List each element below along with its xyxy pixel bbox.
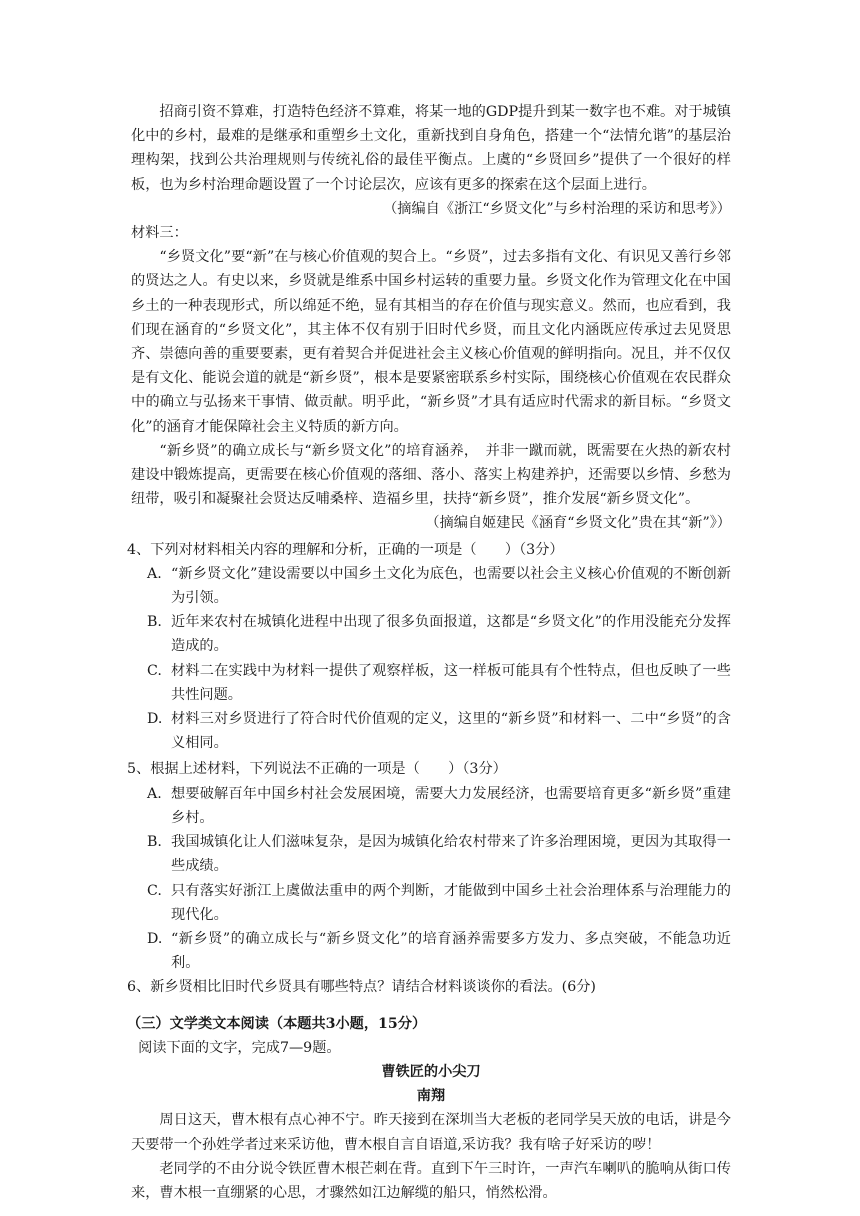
story-title: 曹铁匠的小尖刀 — [381, 1063, 481, 1080]
question-5-option-d: D. “新乡贤”的确立成长与“新乡贤文化”的培育涵养需要多方发力、多点突破，不能急功近利。 — [147, 930, 731, 972]
paragraph-3: “新乡贤”的确立成长与“新乡贤文化”的培育涵养， 并非一蹴而就，既需要在火热的新农村建设中锻炼提高，更需要在核心价值观的落细、落小、落实上构建养护，还需要以乡情、乡愁为纽带，吸引和凝聚社会贤达反哺桑梓、造福乡里，扶持“新乡贤”，推介发展“新乡贤文化”。 — [131, 442, 731, 508]
material-three-label: 材料三： — [131, 225, 188, 242]
section-three-heading: （三）文学类文本阅读（本题共3小题，15分） — [127, 1015, 427, 1032]
question-4-option-a: A. “新乡贤文化”建设需要以中国乡土文化为底色，也需要以社会主义核心价值观的不断创新为引领。 — [147, 565, 731, 607]
question-4-option-b: B. 近年来农村在城镇化进程中出现了很多负面报道，这都是“乡贤文化”的作用没能充分发挥造成的。 — [147, 614, 731, 655]
story-author: 南翔 — [416, 1088, 446, 1105]
question-4-stem: 4、下列对材料相关内容的理解和分析，正确的一项是（ ）（3分） — [127, 541, 564, 558]
question-5-option-a: A. 想要破解百年中国乡村社会发展困境，需要大力发展经济，也需要培育更多“新乡贤”重建乡村。 — [147, 785, 731, 826]
paragraph-1: 招商引资不算难，打造特色经济不算难，将某一地的GDP提升到某一数字也不难。对于城镇化中的乡村，最难的是继承和重塑乡土文化，重新找到自身角色，搭建一个“法情允谐”的基层治理构架，找到公共治理规则与传统礼俗的最佳平衡点。上虞的“乡贤回乡”提供了一个很好的样板，也为乡村治理命题设置了一个讨论层次，应该有更多的探索在这个层面上进行。 — [131, 104, 731, 193]
question-5-stem: 5、根据上述材料，下列说法不正确的一项是（ ）（3分） — [127, 761, 507, 778]
source-note-2: （摘编自姬建民《涵育“乡贤文化”贵在其“新”》） — [425, 515, 731, 532]
story-paragraph-2: 老同学的不由分说令铁匠曹木根芒刺在背。直到下午三时许，一声汽车喇叭的脆响从街口传来，曹木根一直绷紧的心思，才骤然如江边解缆的船只，悄然松滑。 — [131, 1160, 731, 1201]
story-paragraph-1: 周日这天，曹木根有点心神不宁。昨天接到在深圳当大老板的老同学吴天放的电话，讲是今天要带一个孙姓学者过来采访他，曹木根自言自语道,采访我？我有啥子好采访的哕！ — [131, 1112, 731, 1153]
question-5-option-b: B. 我国城镇化让人们滋味复杂，是因为城镇化给农村带来了许多治理困境，更因为其取得一些成绩。 — [147, 834, 731, 875]
document-page — [127, 100, 731, 1205]
source-note-1: （摘编自《浙江“乡贤文化”与乡村治理的采访和思考》） — [383, 200, 731, 217]
reading-instruction: 阅读下面的文字，完成7—9题。 — [138, 1039, 341, 1056]
question-4-option-c: C. 材料二在实践中为材料一提供了观察样板，这一样板可能具有个性特点，但也反映了一些共性问题。 — [147, 662, 731, 703]
paragraph-2: “乡贤文化”要“新”在与核心价值观的契合上。“乡贤”，过去多指有文化、有识见又善行乡邻的贤达之人。有史以来，乡贤就是维系中国乡村运转的重要力量。乡贤文化作为管理文化在中国乡土的一种表现形式，所以绵延不绝，显有其相当的存在价值与现实意义。然而，也应看到，我们现在涵育的“乡贤文化”，其主体不仅有别于旧时代乡贤，而且文化内涵既应传承过去见贤思齐、崇德向善的重要要素，更有着契合并促进社会主义核心价值观的鲜明指向。况且，并不仅仅是有文化、能说会道的就是“新乡贤”，根本是要紧密联系乡村实际，围绕核心价值观在农民群众中的确立与弘扬来干事情、做贡献。明乎此，“新乡贤”才具有适应时代需求的新目标。“乡贤文化”的涵育才能保障社会主义特质的新方向。 — [131, 249, 731, 435]
question-5-option-c: C. 只有落实好浙江上虞做法重申的两个判断，才能做到中国乡土社会治理体系与治理能力的现代化。 — [147, 882, 731, 923]
question-6: 6、新乡贤相比旧时代乡贤具有哪些特点？请结合材料谈谈你的看法。(6分) — [127, 979, 596, 996]
question-4-option-d: D. 材料三对乡贤进行了符合时代价值观的定义，这里的“新乡贤”和材料一、二中“乡贤”的含义相同。 — [147, 711, 731, 752]
